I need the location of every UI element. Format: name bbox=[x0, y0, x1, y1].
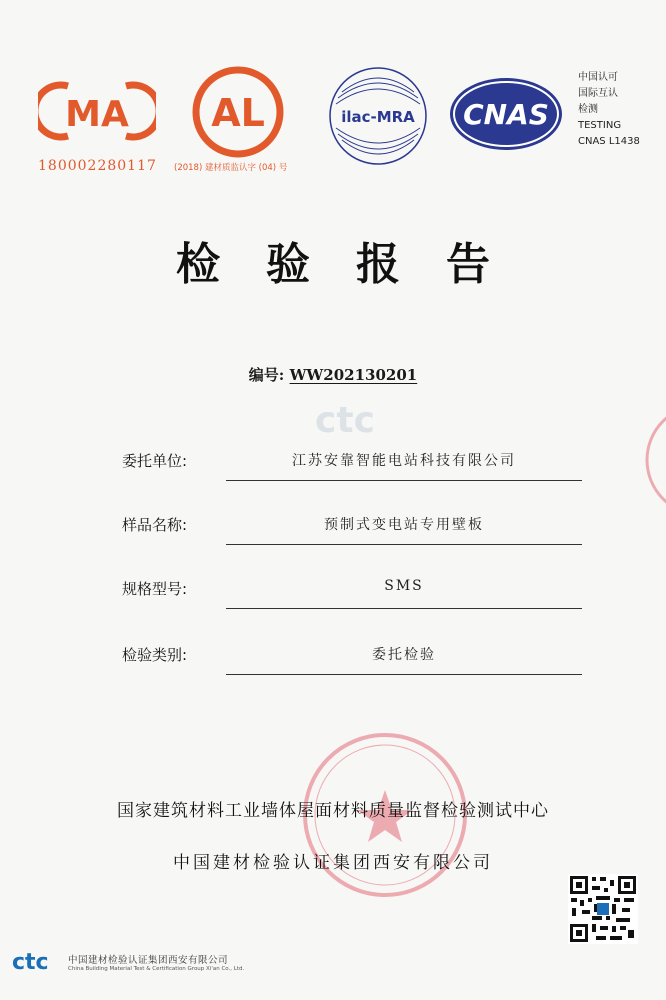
ilac-mra-logo bbox=[326, 64, 430, 168]
field-label: 检验类别: bbox=[122, 646, 188, 664]
cal-number: (2018) 建材质监认字 (04) 号 bbox=[174, 163, 288, 173]
cnas-line: 检测 bbox=[578, 104, 598, 115]
accreditation-logos bbox=[0, 62, 666, 182]
document-title: 检验报告 bbox=[176, 239, 536, 290]
field-label: 规格型号: bbox=[122, 580, 188, 598]
cnas-line: CNAS L1438 bbox=[578, 136, 640, 147]
cnas-line: 国际互认 bbox=[578, 88, 618, 99]
field-client bbox=[122, 450, 582, 490]
field-underline bbox=[226, 674, 582, 675]
field-sample-name bbox=[122, 514, 582, 554]
cnas-line: 中国认可 bbox=[578, 72, 618, 83]
cma-logo bbox=[38, 80, 156, 142]
field-model bbox=[122, 578, 582, 618]
field-value: 委托检验 bbox=[372, 647, 436, 663]
cnas-line: TESTING bbox=[578, 120, 622, 131]
report-number bbox=[0, 364, 666, 385]
cnas-logo-text: CNAS bbox=[463, 98, 549, 131]
field-value: 江苏安靠智能电站科技有限公司 bbox=[292, 453, 516, 469]
field-underline bbox=[226, 544, 582, 545]
cal-logo-text: AL bbox=[211, 91, 265, 135]
cma-logo-text: MA bbox=[65, 94, 129, 135]
seal-stamp-edge bbox=[642, 400, 666, 520]
field-label: 样品名称: bbox=[122, 516, 188, 534]
organization-line-1: 国家建筑材料工业墙体屋面材料质量监督检验测试中心 bbox=[117, 801, 549, 821]
cal-logo bbox=[190, 66, 286, 158]
cma-number: 180002280117 bbox=[38, 158, 157, 174]
watermark-logo bbox=[280, 392, 410, 452]
field-inspection-type bbox=[122, 644, 582, 684]
organization-line-2: 中国建材检验认证集团西安有限公司 bbox=[173, 853, 493, 873]
footer-company-en: China Building Material Test & Certification Group Xi'an Co., Ltd. bbox=[68, 966, 245, 972]
field-value: 预制式变电站专用壁板 bbox=[324, 517, 484, 533]
cnas-logo bbox=[448, 76, 564, 152]
report-number-value: WW202130201 bbox=[289, 366, 418, 384]
qr-code-icon bbox=[568, 874, 638, 944]
ilac-logo-text: ilac-MRA bbox=[341, 108, 415, 126]
svg-text:ctc: ctc bbox=[315, 400, 375, 441]
field-label: 委托单位: bbox=[122, 452, 188, 470]
field-underline bbox=[226, 608, 582, 609]
ctc-logo bbox=[12, 947, 58, 975]
field-underline bbox=[226, 480, 582, 481]
ctc-logo-text: ctc bbox=[12, 950, 49, 975]
report-number-label: 编号: bbox=[248, 366, 285, 384]
field-value: SMS bbox=[384, 578, 424, 594]
cnas-side-text bbox=[578, 70, 658, 150]
footer-company-cn: 中国建材检验认证集团西安有限公司 bbox=[68, 955, 229, 966]
